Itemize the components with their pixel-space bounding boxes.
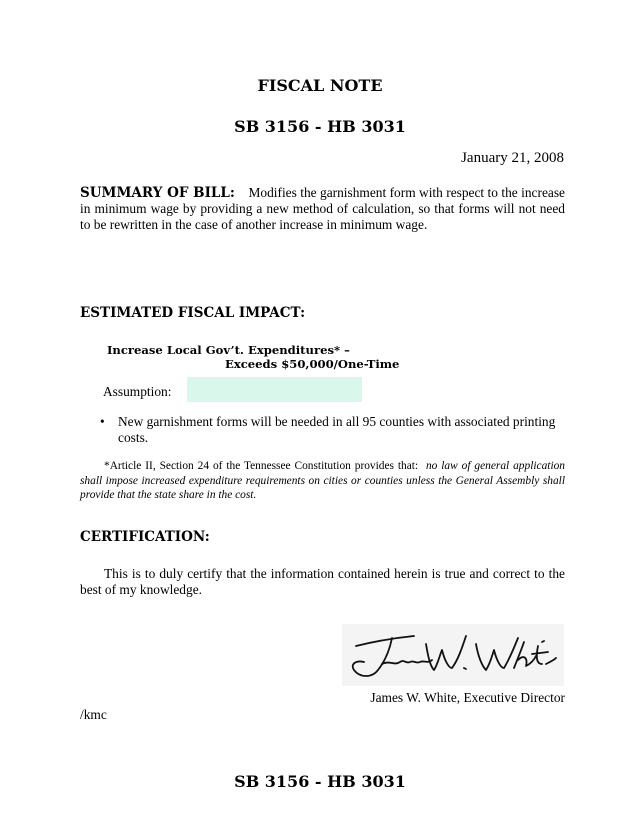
summary-of-bill [80,185,565,233]
document-date: January 21, 2008 [461,150,564,166]
document-title: FISCAL NOTE [257,76,383,95]
impact-expenditure-line: Increase Local Gov’t. Expenditures* – [107,343,350,357]
list-item [98,414,565,446]
signer-name: James W. White, Executive Director [370,690,565,705]
constitution-footnote [80,459,565,503]
assumption-label: Assumption: [103,384,172,399]
certification-text: This is to duly certify that the information contained herein is true and correct to the best of my knowledge. [80,566,565,597]
assumption-bullets [98,414,565,446]
bill-number-header: SB 3156 - HB 3031 [234,117,406,136]
bullet-icon: • [100,414,105,429]
fiscal-impact-heading: ESTIMATED FISCAL IMPACT: [80,305,306,321]
bullet-text: New garnishment forms will be needed in all 95 counties with associated printing costs. [118,414,556,445]
author-initials: /kmc [80,707,107,722]
assumption-highlight [187,377,362,402]
summary-text: Modifies the garnishment form with respect to the increase in minimum wage by providing a new method of calculation, so that forms will not need to be rewritten in the case of another increase in minimum wage. [80,185,565,232]
footnote-quote: no law of general application shall impose increased expenditure requirements on cities or counties unless the General Assembly shall provide that the state share in the cost. [80,460,565,501]
signature-image [342,624,564,686]
bill-number-footer: SB 3156 - HB 3031 [234,772,406,791]
certification-heading: CERTIFICATION: [80,529,210,545]
summary-label: SUMMARY OF BILL: [80,185,235,201]
footnote-prefix: *Article II, Section 24 of the Tennessee Constitution provides that: [104,460,419,472]
impact-amount-line: Exceeds $50,000/One-Time [225,357,400,371]
